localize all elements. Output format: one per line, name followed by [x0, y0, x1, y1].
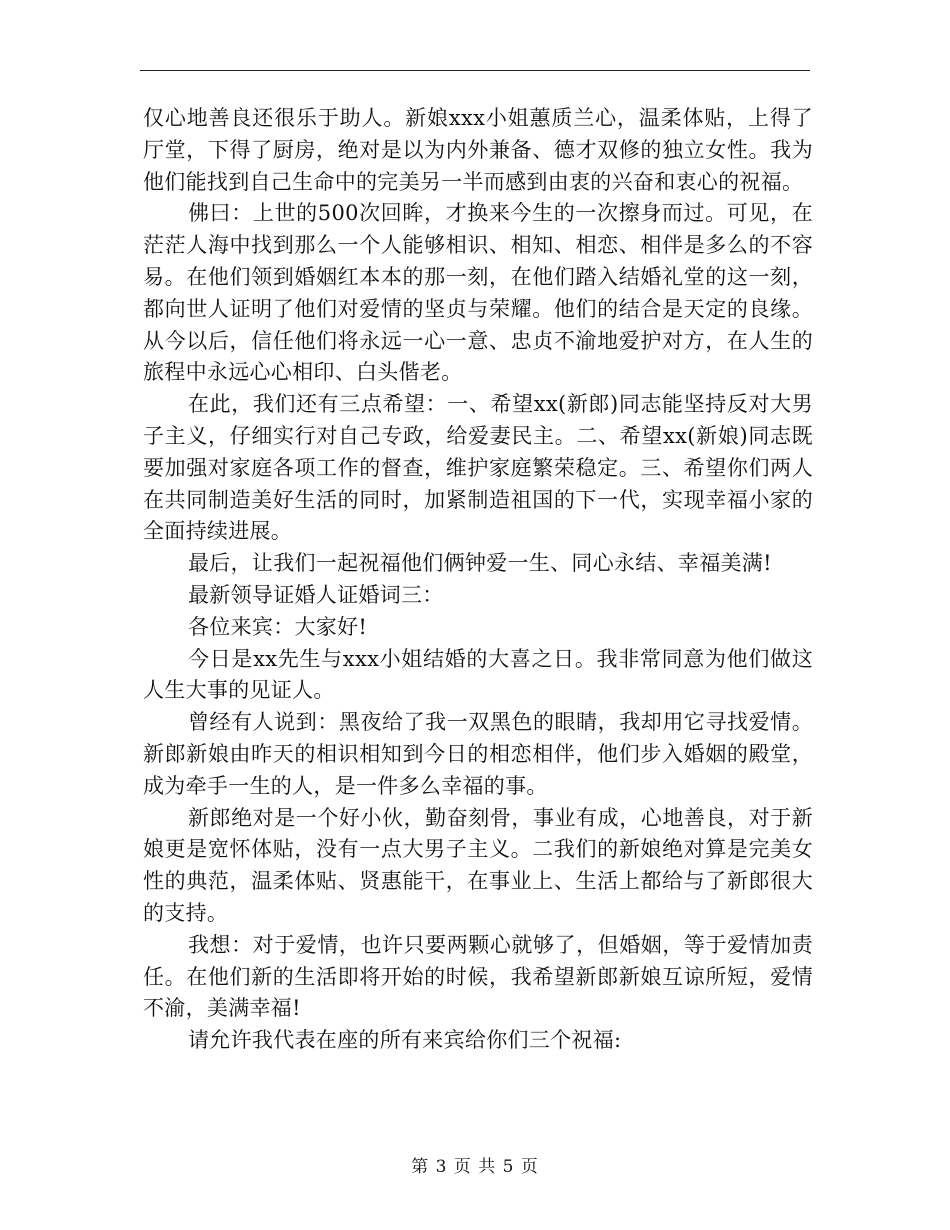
paragraph-10: 我想：对于爱情，也许只要两颗心就够了，但婚姻，等于爱情加责任。在他们新的生活即将开始的时候，我希望新郎新娘互谅所短，爱情不渝，美满幸福!: [143, 932, 813, 1021]
paragraph-3: 在此，我们还有三点希望：一、希望xx(新郎)同志能坚持反对大男子主义，仔细实行对自己专政，给爱妻民主。二、希望xx(新娘)同志既要加强对家庭各项工作的督查，维护家庭繁荣稳定。三、希望你们两人在共同制造美好生活的同时，加紧制造祖国的下一代，实现幸福小家的全面持续进展。: [143, 392, 813, 544]
paragraph-7: 今日是xx先生与xxx小姐结婚的大喜之日。我非常同意为他们做这人生大事的见证人。: [143, 646, 813, 703]
greeting: 各位来宾：大家好!: [188, 614, 368, 639]
paragraph-8: 曾经有人说到：黑夜给了我一双黑色的眼睛，我却用它寻找爱情。新郎新娘由昨天的相识相知到今日的相恋相伴，他们步入婚姻的殿堂，成为牵手一生的人，是一件多么幸福的事。: [143, 710, 813, 798]
paragraph-9: 新郎绝对是一个好小伙，勤奋刻骨，事业有成，心地善良，对于新娘更是宽怀体贴，没有一点大男子主义。二我们的新娘绝对算是完美女性的典范，温柔体贴、贤惠能干，在事业上、生活上都给与了新郎很大的支持。: [143, 805, 813, 925]
paragraph-4: 最后，让我们一起祝福他们俩钟爱一生、同心永结、幸福美满!: [188, 551, 772, 576]
paragraph-1: 仅心地善良还很乐于助人。新娘xxx小姐蕙质兰心，温柔体贴，上得了厅堂，下得了厨房，绝对是以为内外兼备、德才双修的独立女性。我为他们能找到自己生命中的完美另一半而感到由衷的兴奋和衷心的祝福。: [143, 106, 813, 194]
paragraph-2: 佛曰：上世的500次回眸，才换来今生的一次擦身而过。可见，在茫茫人海中找到那么一个人能够相识、相知、相恋、相伴是多么的不容易。在他们领到婚姻红本本的那一刻，在他们踏入结婚礼堂的这一刻，都向世人证明了他们对爱情的坚贞与荣耀。他们的结合是天定的良缘。从今以后，信任他们将永远一心一意、忠贞不渝地爱护对方，在人生的旅程中永远心心相印、白头偕老。: [143, 201, 813, 385]
section-heading: 最新领导证婚人证婚词三：: [188, 582, 444, 607]
header-rule: [140, 70, 810, 71]
document-body: [143, 103, 813, 1057]
paragraph-11: 请允许我代表在座的所有来宾给你们三个祝福:: [188, 1028, 622, 1053]
page-number: 第 3 页 共 5 页: [411, 1157, 539, 1177]
